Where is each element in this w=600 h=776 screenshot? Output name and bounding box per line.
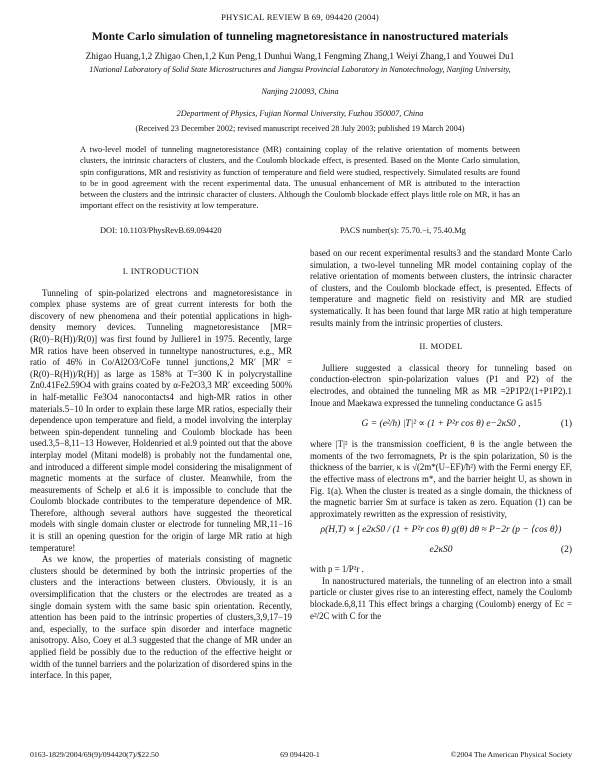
equation-2 (310, 520, 572, 564)
paper-title: Monte Carlo simulation of tunneling magnetoresistance in nanostructured materials (91, 30, 509, 43)
equation-2-body: ρ(H,T) ∝ ∫ e2κS0 / (1 + P²r cos θ) g(θ) dθ ≈ P−2r (p − ⟨cos θ⟩) e2κS0 (320, 525, 562, 556)
footer-copyright: ©2004 The American Physical Society (450, 750, 572, 759)
abstract: A two-level model of tunneling magnetoresistance (MR) containing coplay of the relative orientation of moments between clusters, the intrinsic characters of clusters, and the Coulomb blockade effect, is presented. Based on the Monte Carlo simulation, spin configurations, MR and resistivity as function of temperature and field were studied, respectively. Simulated results are found to be in good agreement with the recent experimental data. The unusual enhancement of MR is attributed to the interaction between the clusters and the intrinsic character of clusters. Although the Coulomb blockade effect plays little role on MR, it has an important effect on the resistivity at low temperature. (80, 145, 520, 211)
intro-paragraph-2: As we know, the properties of materials consisting of magnetic clusters should be determined by both the intrinsic properties of the clusters and the interactions between clusters. Obviously, it is an oversimplification that the clusters or the electrodes are treated as a single domain system with the same basic spin orientation. Recently, attention has been paid to the intrinsic properties of clusters,3,9,17−19 and, especially, to the surface spin disorder and interface magnetic anisotropy. Also, Coey et al.3 suggested that the change of MR under an applied field be possibly due to the reduction of the effective height or width of the tunnel barriers and the polarization of disordered spins in the interface. In this paper, (30, 554, 292, 681)
model-paragraph-2: where |T|² is the transmission coefficient, θ is the angle between the moments of the two ferromagnets, Pr is the spin polarization, S0 is the thickness of the barrier, κ is √(2m*(U−EF)/ħ²) with the Fermi energy EF, the effective mass of electrons m*, and the barrier height U, as shown in Fig. 1(a). When the cluster is treated as a single domain, the thickness of the magnetic barrier Sm at surface is taken as zero. Equation (1) can be approximately rewritten as the expression of resistivity, (310, 439, 572, 519)
affiliation-1: 1National Laboratory of Solid State Microstructures and Jiangsu Provincial Laboratory in Nanotechnology, Nanjing University, (89, 65, 511, 74)
section-title-model: II. MODEL (419, 341, 463, 352)
equation-2-number: (2) (560, 545, 572, 556)
journal-header: PHYSICAL REVIEW B 69, 094420 (2004) (221, 12, 379, 22)
received-dates: (Received 23 December 2002; revised manuscript received 28 July 2003; published 19 March 2004) (135, 124, 465, 133)
affiliation-1-city: Nanjing 210093, China (261, 87, 339, 96)
model-paragraph-4: In nanostructured materials, the tunneling of an electron into a small particle or cluster gives rise to an interesting effect, namely the Coulomb blockade.6,8,11 This effect brings a charging (Coulomb) energy of Ec = e²/2C with C for the (310, 575, 572, 621)
footer-page-number: 69 094420-1 (280, 750, 320, 759)
affiliation-2: 2Department of Physics, Fujian Normal University, Fuzhou 350007, China (176, 109, 424, 118)
intro-paragraph-1: Tunneling of spin-polarized electrons and magnetoresistance in complex phase systems are of great current interests for both the discovery of new phenomena and their potential applications in high-density memory devices. Tunneling magnetoresistance [MR=(R(0)−R(H))/R(0)] was first found by Julliere1 in 1975. Recently, large MR ratios have been observed in tunneltype nanostructures, e.g., MR ratio of 46% in Co/Al2O3/CoFe tunnel junctions,2 MR′ [MR′ =(R(0)−R(H))/R(H)] as large as 158% at T=300 K in polycrystalline Zn0.41Fe2.59O4 with grains coated by α-Fe2O3,3 MR′ exceeding 500% in half-metallic Fe3O4 nanocontacts4 and high-MR ratios in other materials.5−10 In order to explain these large MR ratios, especially their dependence upon temperature and field, a model involving the interplay between spin-dependent tunneling and Coulomb blockade has been used.3,5−8,11−13 However, Holdenried et al.9 pointed out that the above interplay model (Mitani model8) is probably not the fundamental one, and introduced a different simple model considering the misalignment of magnetic moments at the surface of cluster. Meanwhile, from the measurements of Schelp et al.6 it is impossible to conclude that the Coulomb blockade contributes to the temperature dependence of MR. Therefore, although several authors have suggested the theoretical models with single domain cluster or electrode for tunneling MR,11−16 it is still an opening question for the origin of large MR ratio at high temperature! (30, 287, 292, 553)
section-title-introduction: I. INTRODUCTION (122, 266, 200, 276)
equation-1 (310, 409, 572, 439)
model-paragraph-3: with p = 1/P²r . (310, 564, 364, 575)
right-column (310, 248, 572, 622)
intro-paragraph-continued: based on our recent experimental results3 and the standard Monte Carlo simulation, a two-level tunneling MR model containing coplay of the relative orientation of moments between clusters, the intrinsic character of clusters, and the Coulomb blockade effect, is presented. Effects of temperature and magnetic field on resistivity and MR are studied systematically. It has been found that large MR ratio at high temperature results mainly from the intrinsic properties of clusters. (310, 248, 572, 328)
left-column (30, 260, 292, 682)
author-list: Zhigao Huang,1,2 Zhigao Chen,1,2 Kun Peng,1 Dunhui Wang,1 Fengming Zhang,1 Weiyi Zhang,1 and Youwei Du1 (85, 51, 515, 61)
doi[interactable]: DOI: 10.1103/PhysRevB.69.094420 (100, 226, 222, 235)
equation-1-body: G = (e²/h) |T|² ∝ (1 + P²r cos θ) e−2κS0 , (361, 419, 521, 430)
pacs-numbers: PACS number(s): 75.70.−i, 75.40.Mg (340, 226, 466, 235)
model-paragraph-1: Julliere suggested a classical theory for tunneling based on conduction-electron spin-polarization values (P1 and P2) of the electrodes, and obtained the tunneling MR as MR =2P1P2/(1+P1P2).1 Inoue and Maekawa expressed the tunneling conductance G as15 (310, 362, 572, 408)
footer-issn: 0163-1829/2004/69(9)/094420(7)/$22.50 (30, 750, 159, 759)
equation-1-number: (1) (560, 419, 572, 430)
